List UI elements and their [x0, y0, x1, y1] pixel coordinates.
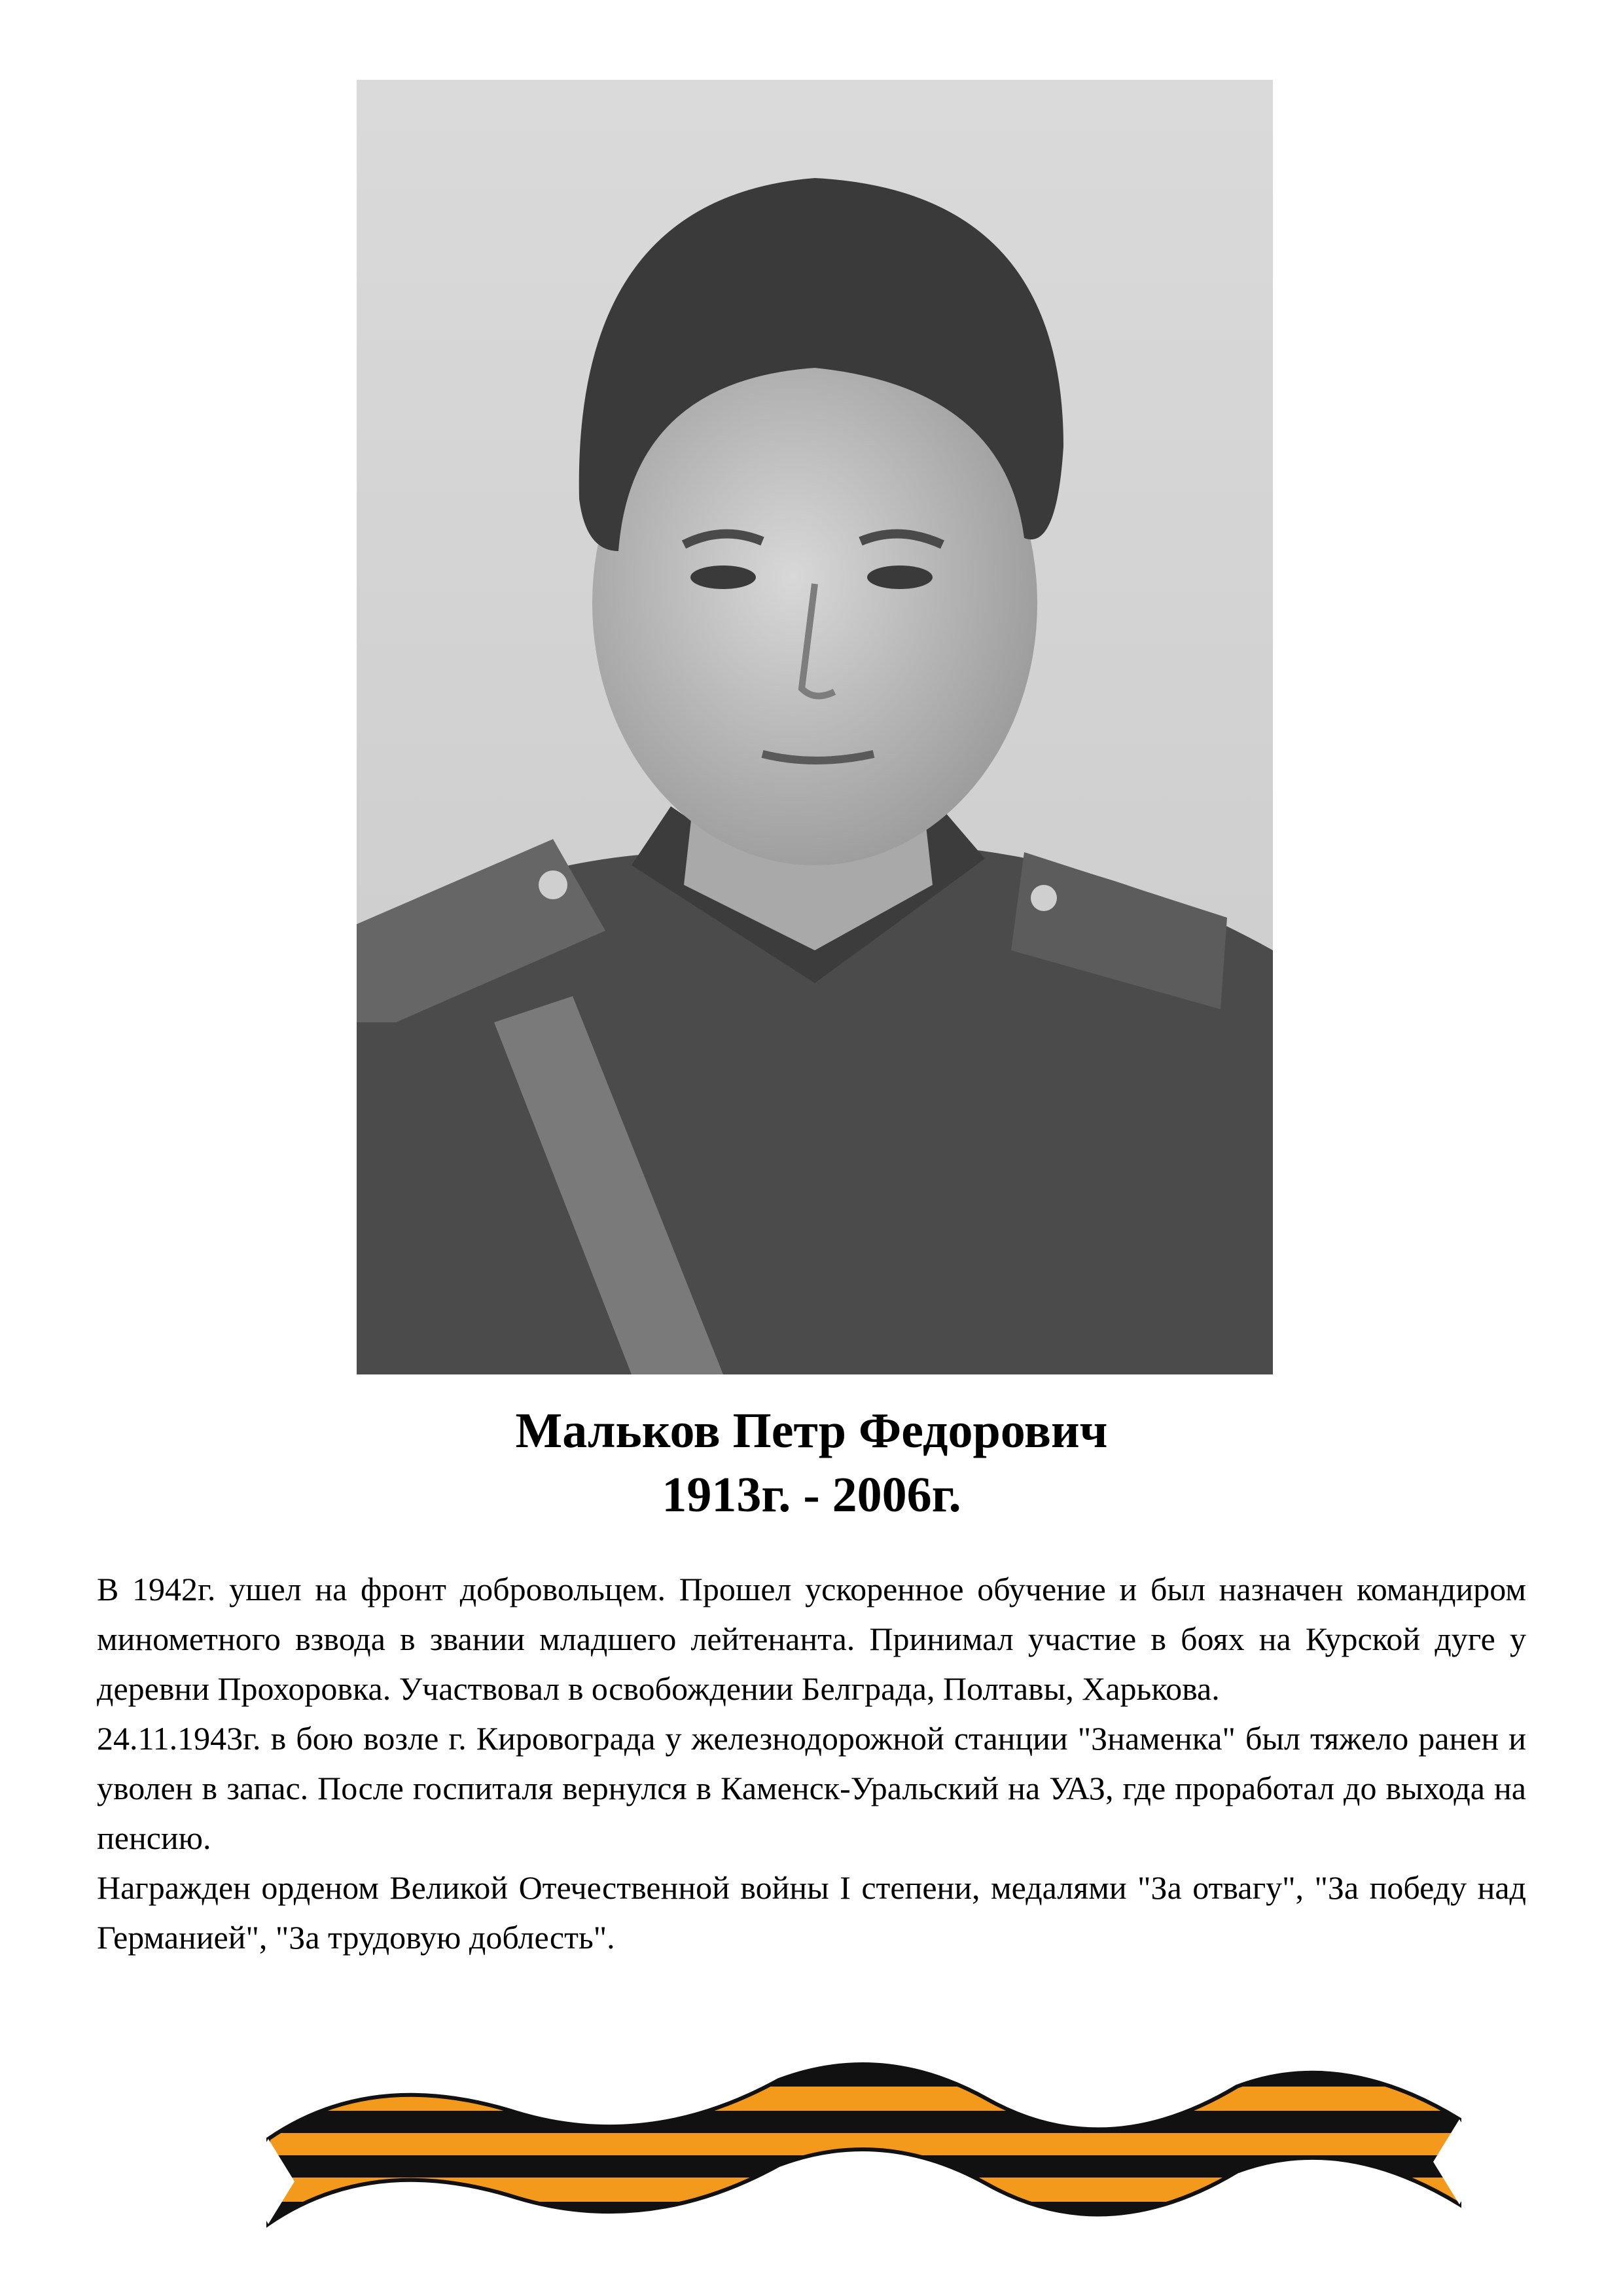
bio-paragraph: 24.11.1943г. в бою возле г. Кировограда у железнодорожной станции "Знаменка" был тяжело ранен и уволен в запас. После госпиталя вернулся в Каменск-Уральский на УАЗ, где проработал до выхода на пенсию.: [97, 1720, 1526, 1856]
ribbon-graphic: [242, 2041, 1486, 2257]
st-george-ribbon: [242, 2041, 1486, 2257]
portrait-illustration: [357, 80, 1273, 1374]
bio-paragraph: В 1942г. ушел на фронт добровольцем. Прошел ускоренное обучение и был назначен командиром минометного взвода в звании младшего лейтенанта. Принимал участие в боях на Курской дуге у деревни Прохоровка. Участвовал в освобождении Белграда, Полтавы, Харькова.: [97, 1571, 1526, 1707]
bio-paragraph: Награжден орденом Великой Отечественной войны I степени, медалями "За отвагу", "За победу над Германией", "За трудовую доблесть".: [97, 1869, 1526, 1956]
life-years: 1913г. - 2006г.: [662, 1467, 961, 1522]
person-name: Мальков Петр Федорович: [515, 1403, 1108, 1458]
biography: [97, 1564, 1526, 1962]
portrait-photo: [357, 80, 1273, 1374]
